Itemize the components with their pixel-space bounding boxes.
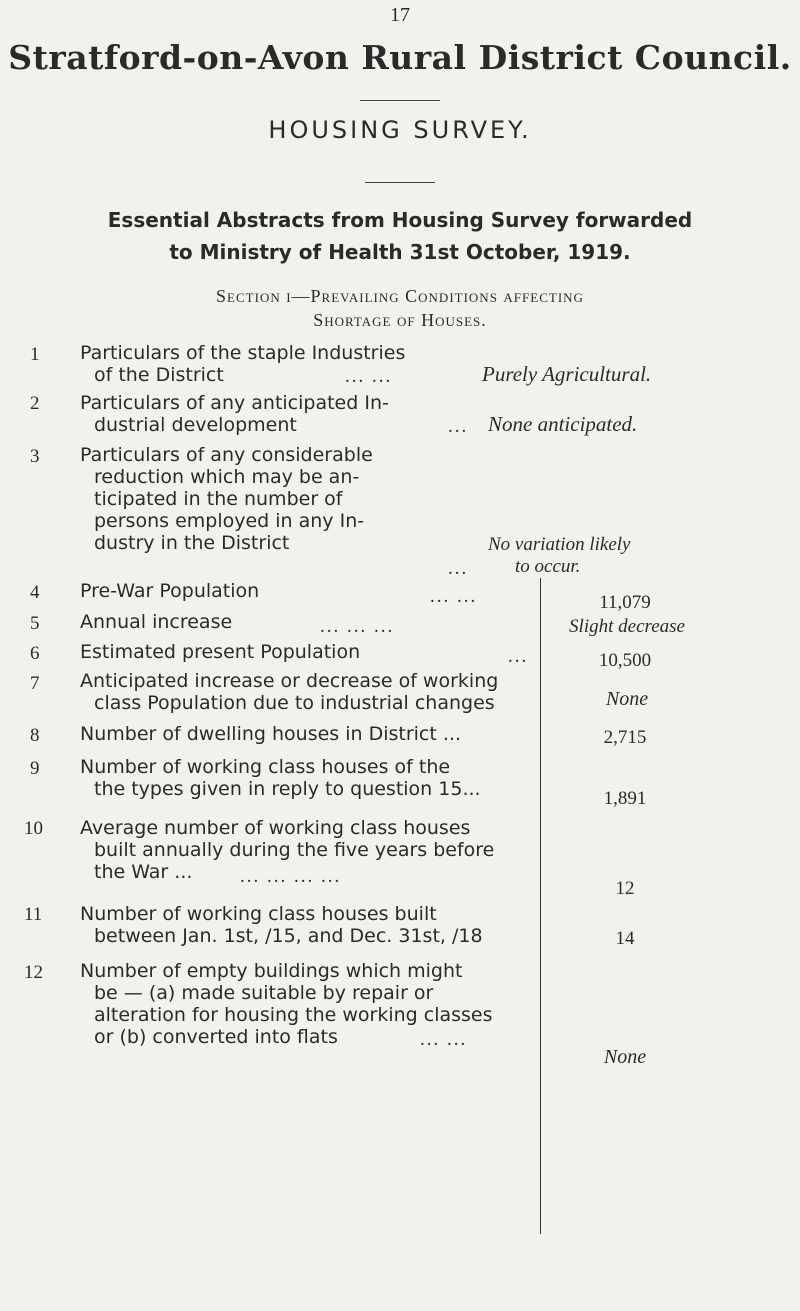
item-text: Particulars of any anticipated In- dustrial development: [80, 392, 389, 436]
intro-line-1: Essential Abstracts from Housing Survey forwarded: [107, 208, 693, 232]
item-text: Particulars of the staple Industries of the District: [80, 342, 406, 386]
answer-annual-increase: Slight decrease: [569, 616, 685, 637]
item-number: 9: [30, 758, 40, 779]
leader-dots: ... ... ... ...: [240, 866, 342, 887]
item-number: 4: [30, 582, 40, 603]
intro-line-2: to Ministry of Health 31st October, 1919.: [169, 240, 631, 264]
leader-dots: ... ...: [420, 1029, 468, 1050]
answer-agricultural: Purely Agricultural.: [482, 362, 652, 386]
item-text: Particulars of any considerable reduction which may be an- ticipated in the number of persons employed in any In- dustry in the District: [80, 444, 373, 554]
item-number: 3: [30, 446, 40, 467]
survey-heading: HOUSING SURVEY.: [268, 116, 532, 144]
item-number: 5: [30, 613, 40, 634]
council-title: Stratford-on-Avon Rural District Council.: [8, 38, 792, 77]
answer-houses-built-wartime: 14: [615, 928, 635, 949]
answer-anticipated-change: None: [605, 688, 649, 710]
divider-top: [360, 100, 440, 101]
item-text: Number of empty buildings which might be — (a) made suitable by repair or alteration for housing the working classes or (b) converted into flats: [80, 960, 493, 1048]
item-text: Estimated present Population: [80, 641, 361, 663]
item-text: Pre-War Population: [80, 580, 260, 602]
item-number: 1: [30, 344, 40, 365]
leader-dots: ...: [448, 416, 469, 437]
item-text: Annual increase: [80, 611, 233, 633]
leader-dots: ... ... ...: [320, 616, 395, 637]
item-text: Anticipated increase or decrease of working class Population due to industrial changes: [80, 670, 499, 714]
answer-dwelling-houses: 2,715: [603, 727, 647, 748]
item-text: Number of working class houses of the the types given in reply to question 15...: [80, 756, 481, 800]
answer-industrial: None anticipated.: [488, 412, 638, 436]
item-text: Number of dwelling houses in District ...: [80, 723, 461, 745]
item-number: 11: [24, 904, 43, 925]
item-number: 2: [30, 393, 40, 414]
answer-average-built: 12: [615, 878, 635, 899]
item-number: 12: [24, 962, 43, 983]
answer-prewar-population: 11,079: [599, 592, 651, 613]
answer-variation-1: No variation likely: [488, 534, 631, 555]
leader-dots: ... ...: [430, 586, 478, 607]
item-text: Number of working class houses built between Jan. 1st, /15, and Dec. 31st, /18: [80, 903, 483, 947]
item-number: 8: [30, 725, 40, 746]
item-number: 10: [24, 818, 43, 839]
answer-variation-2: to occur.: [515, 556, 581, 577]
page-number: 17: [390, 4, 410, 26]
answer-empty-buildings: None: [603, 1046, 647, 1068]
leader-dots: ... ...: [345, 366, 393, 387]
leader-dots: ...: [448, 558, 469, 579]
item-text: Average number of working class houses built annually during the five years before the War ...: [80, 817, 495, 883]
leader-dots: ...: [508, 646, 529, 667]
section-heading-2: Shortage of Houses.: [313, 310, 487, 330]
divider-bottom: [365, 182, 435, 183]
item-number: 6: [30, 643, 40, 664]
section-heading-1: Section i—Prevailing Conditions affecting: [216, 286, 584, 306]
column-rule: [540, 578, 541, 1234]
item-number: 7: [30, 673, 40, 694]
answer-working-class-houses: 1,891: [603, 788, 647, 809]
answer-present-population: 10,500: [598, 650, 652, 671]
